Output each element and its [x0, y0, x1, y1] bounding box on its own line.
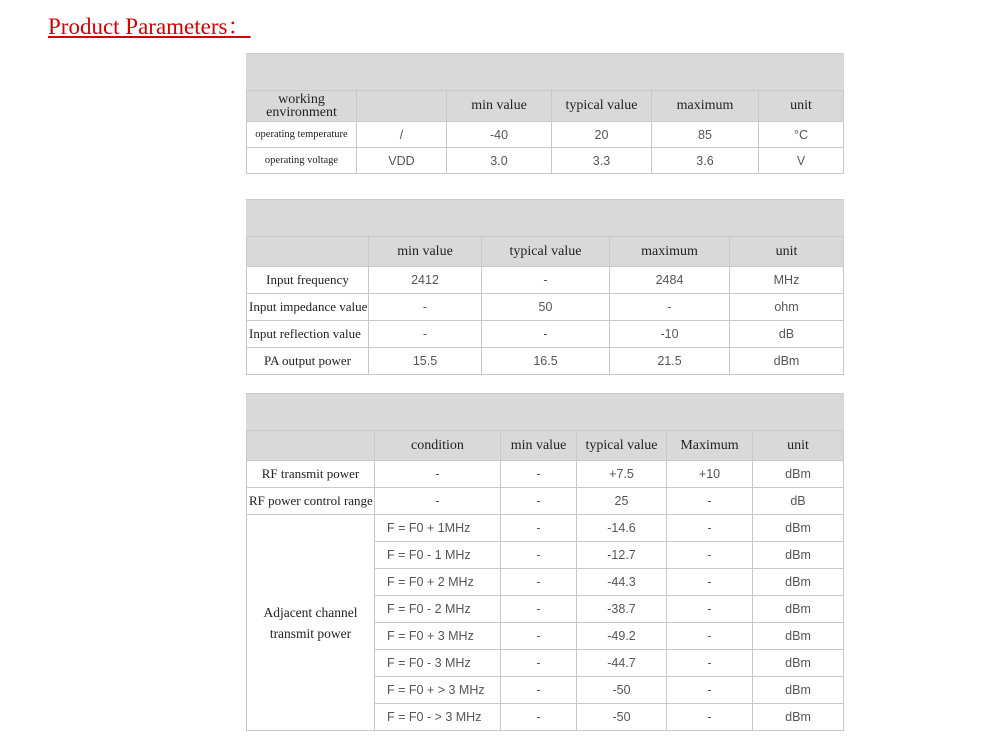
cell-min: - — [501, 677, 577, 704]
header-min-value: min value — [447, 91, 552, 122]
header-unit: unit — [753, 431, 844, 461]
cell-condition: - — [375, 461, 501, 488]
row-label: operating voltage — [247, 148, 357, 174]
header-typical-value: typical value — [482, 237, 610, 267]
cell-typical: -14.6 — [577, 515, 667, 542]
cell-unit: dB — [730, 321, 844, 348]
cell-condition: F = F0 + 3 MHz — [375, 623, 501, 650]
cell-maximum: 21.5 — [610, 348, 730, 375]
cell-min: - — [369, 321, 482, 348]
table-band — [247, 394, 844, 431]
cell-unit: dB — [753, 488, 844, 515]
cell-min: - — [501, 650, 577, 677]
cell-unit: dBm — [753, 542, 844, 569]
cell-maximum: -10 — [610, 321, 730, 348]
cell-typical: - — [482, 267, 610, 294]
row-label: Input frequency — [247, 267, 369, 294]
cell-condition: - — [375, 488, 501, 515]
header-maximum: maximum — [610, 237, 730, 267]
cell-condition: F = F0 - 2 MHz — [375, 596, 501, 623]
cell-min: - — [501, 488, 577, 515]
cell-min: - — [501, 542, 577, 569]
cell-condition: F = F0 + 1MHz — [375, 515, 501, 542]
cell-min: 15.5 — [369, 348, 482, 375]
table-band — [247, 54, 844, 91]
cell-typical: -49.2 — [577, 623, 667, 650]
cell-min: - — [501, 515, 577, 542]
cell-min: - — [501, 569, 577, 596]
header-working-environment: working environment — [247, 91, 357, 122]
cell-min: - — [369, 294, 482, 321]
table-row — [247, 515, 844, 542]
cell-unit: dBm — [753, 596, 844, 623]
cell-unit: dBm — [753, 650, 844, 677]
cell-maximum: - — [667, 650, 753, 677]
header-min-value: min value — [501, 431, 577, 461]
header-unit: unit — [730, 237, 844, 267]
cell-min: 2412 — [369, 267, 482, 294]
header-typical-value: typical value — [577, 431, 667, 461]
cell-maximum: - — [667, 596, 753, 623]
cell-maximum: 2484 — [610, 267, 730, 294]
cell-min: 3.0 — [447, 148, 552, 174]
cell-unit: dBm — [753, 569, 844, 596]
row-label: PA output power — [247, 348, 369, 375]
header-maximum: maximum — [652, 91, 759, 122]
row-label: RF transmit power — [247, 461, 375, 488]
cell-typical: -38.7 — [577, 596, 667, 623]
table-header-row — [247, 91, 844, 122]
cell-symbol: / — [357, 122, 447, 148]
header-blank — [247, 431, 375, 461]
cell-typical: -50 — [577, 677, 667, 704]
table-row — [247, 294, 844, 321]
table-row — [247, 267, 844, 294]
cell-typical: 20 — [552, 122, 652, 148]
cell-maximum: +10 — [667, 461, 753, 488]
cell-maximum: - — [667, 704, 753, 731]
working-environment-table — [246, 53, 844, 174]
cell-maximum: - — [667, 677, 753, 704]
rf-transmit-table — [246, 393, 844, 731]
cell-typical: 50 — [482, 294, 610, 321]
cell-unit: MHz — [730, 267, 844, 294]
cell-unit: °C — [759, 122, 844, 148]
table-row — [247, 461, 844, 488]
header-blank — [247, 237, 369, 267]
cell-maximum: - — [667, 488, 753, 515]
row-label: RF power control range — [247, 488, 375, 515]
table-row — [247, 122, 844, 148]
table-header-row — [247, 431, 844, 461]
table-row — [247, 148, 844, 174]
row-label: Input reflection value — [247, 321, 369, 348]
header-typical-value: typical value — [552, 91, 652, 122]
cell-typical: +7.5 — [577, 461, 667, 488]
cell-min: - — [501, 704, 577, 731]
table-row — [247, 348, 844, 375]
cell-typical: -44.7 — [577, 650, 667, 677]
table-band — [247, 200, 844, 237]
cell-unit: dBm — [753, 515, 844, 542]
cell-unit: dBm — [753, 623, 844, 650]
cell-unit: dBm — [753, 461, 844, 488]
cell-maximum: - — [667, 623, 753, 650]
cell-maximum: - — [667, 542, 753, 569]
adjacent-channel-label: Adjacent channel transmit power — [247, 515, 375, 731]
cell-condition: F = F0 + > 3 MHz — [375, 677, 501, 704]
cell-min: - — [501, 596, 577, 623]
table-row — [247, 321, 844, 348]
row-label: Input impedance value — [247, 294, 369, 321]
cell-typical: 3.3 — [552, 148, 652, 174]
cell-maximum: - — [667, 515, 753, 542]
header-blank — [357, 91, 447, 122]
input-parameters-table — [246, 199, 844, 375]
cell-unit: ohm — [730, 294, 844, 321]
cell-maximum: 85 — [652, 122, 759, 148]
cell-symbol: VDD — [357, 148, 447, 174]
cell-unit: V — [759, 148, 844, 174]
cell-typical: -50 — [577, 704, 667, 731]
cell-unit: dBm — [753, 677, 844, 704]
cell-unit: dBm — [753, 704, 844, 731]
cell-min: - — [501, 461, 577, 488]
cell-condition: F = F0 - 1 MHz — [375, 542, 501, 569]
table-row — [247, 488, 844, 515]
header-maximum: Maximum — [667, 431, 753, 461]
header-condition: condition — [375, 431, 501, 461]
cell-typical: -12.7 — [577, 542, 667, 569]
cell-unit: dBm — [730, 348, 844, 375]
cell-maximum: - — [667, 569, 753, 596]
cell-condition: F = F0 + 2 MHz — [375, 569, 501, 596]
cell-typical: 16.5 — [482, 348, 610, 375]
header-unit: unit — [759, 91, 844, 122]
row-label: operating temperature — [247, 122, 357, 148]
header-min-value: min value — [369, 237, 482, 267]
cell-min: - — [501, 623, 577, 650]
table-header-row — [247, 237, 844, 267]
cell-maximum: - — [610, 294, 730, 321]
cell-typical: -44.3 — [577, 569, 667, 596]
cell-typical: - — [482, 321, 610, 348]
cell-typical: 25 — [577, 488, 667, 515]
cell-condition: F = F0 - 3 MHz — [375, 650, 501, 677]
cell-condition: F = F0 - > 3 MHz — [375, 704, 501, 731]
cell-min: -40 — [447, 122, 552, 148]
page-heading: Product Parameters： — [48, 14, 251, 39]
cell-maximum: 3.6 — [652, 148, 759, 174]
